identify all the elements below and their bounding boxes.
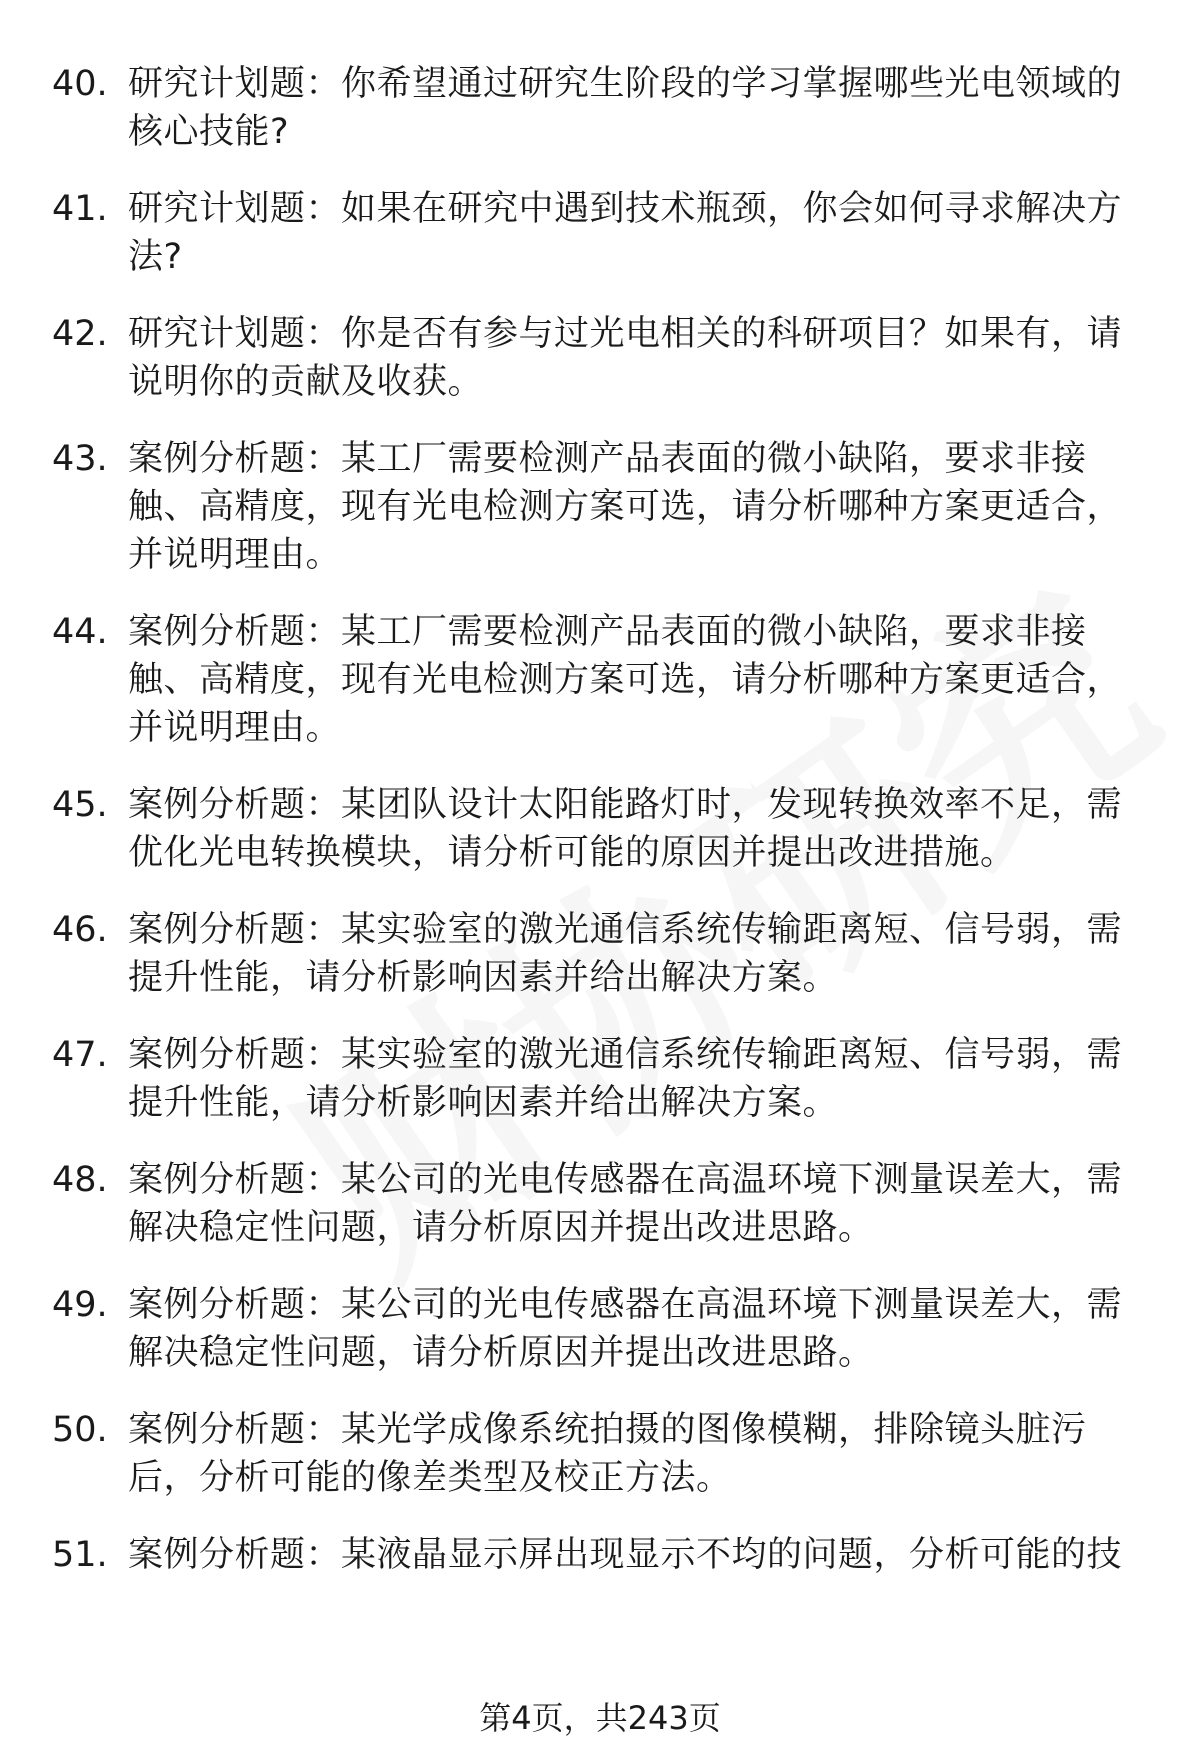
list-item xyxy=(52,1406,1142,1502)
list-item xyxy=(52,435,1142,579)
question-number: 44. xyxy=(52,612,108,652)
question-number: 46. xyxy=(52,910,108,950)
question-text: 案例分析题：某公司的光电传感器在高温环境下测量误差大，需解决稳定性问题，请分析原因并提出改进思路。 xyxy=(128,1160,1123,1248)
question-number: 51. xyxy=(52,1535,108,1575)
question-text: 案例分析题：某实验室的激光通信系统传输距离短、信号弱，需提升性能，请分析影响因素并给出解决方案。 xyxy=(128,910,1123,998)
list-item xyxy=(52,1281,1142,1377)
list-item xyxy=(52,1531,1142,1579)
question-list xyxy=(52,60,1142,1608)
question-text: 案例分析题：某团队设计太阳能路灯时，发现转换效率不足，需优化光电转换模块，请分析可能的原因并提出改进措施。 xyxy=(128,785,1123,873)
list-item xyxy=(52,60,1142,156)
question-text: 案例分析题：某公司的光电传感器在高温环境下测量误差大，需解决稳定性问题，请分析原因并提出改进思路。 xyxy=(128,1285,1123,1373)
list-item xyxy=(52,1156,1142,1252)
list-item xyxy=(52,185,1142,281)
question-number: 50. xyxy=(52,1410,108,1450)
list-item xyxy=(52,608,1142,752)
question-text: 案例分析题：某光学成像系统拍摄的图像模糊，排除镜头脏污后，分析可能的像差类型及校正方法。 xyxy=(128,1410,1087,1498)
question-number: 45. xyxy=(52,785,108,825)
question-number: 47. xyxy=(52,1035,108,1075)
question-text: 案例分析题：某工厂需要检测产品表面的微小缺陷，要求非接触、高精度，现有光电检测方案可选，请分析哪种方案更适合，并说明理由。 xyxy=(128,612,1123,748)
list-item xyxy=(52,781,1142,877)
page-number: 第4页，共243页 xyxy=(479,1699,721,1737)
question-number: 40. xyxy=(52,64,108,104)
question-text: 研究计划题：你希望通过研究生阶段的学习掌握哪些光电领域的核心技能? xyxy=(128,64,1123,152)
question-number: 43. xyxy=(52,439,108,479)
question-number: 48. xyxy=(52,1160,108,1200)
question-text: 案例分析题：某实验室的激光通信系统传输距离短、信号弱，需提升性能，请分析影响因素并给出解决方案。 xyxy=(128,1035,1123,1123)
list-item xyxy=(52,310,1142,406)
question-number: 49. xyxy=(52,1285,108,1325)
question-text: 案例分析题：某工厂需要检测产品表面的微小缺陷，要求非接触、高精度，现有光电检测方案可选，请分析哪种方案更适合，并说明理由。 xyxy=(128,439,1123,575)
question-text: 案例分析题：某液晶显示屏出现显示不均的问题，分析可能的技 xyxy=(128,1535,1123,1575)
question-number: 42. xyxy=(52,314,108,354)
list-item xyxy=(52,1031,1142,1127)
question-text: 研究计划题：你是否有参与过光电相关的科研项目？如果有，请说明你的贡献及收获。 xyxy=(128,314,1123,402)
question-text: 研究计划题：如果在研究中遇到技术瓶颈，你会如何寻求解决方法? xyxy=(128,189,1123,277)
list-item xyxy=(52,906,1142,1002)
question-number: 41. xyxy=(52,189,108,229)
